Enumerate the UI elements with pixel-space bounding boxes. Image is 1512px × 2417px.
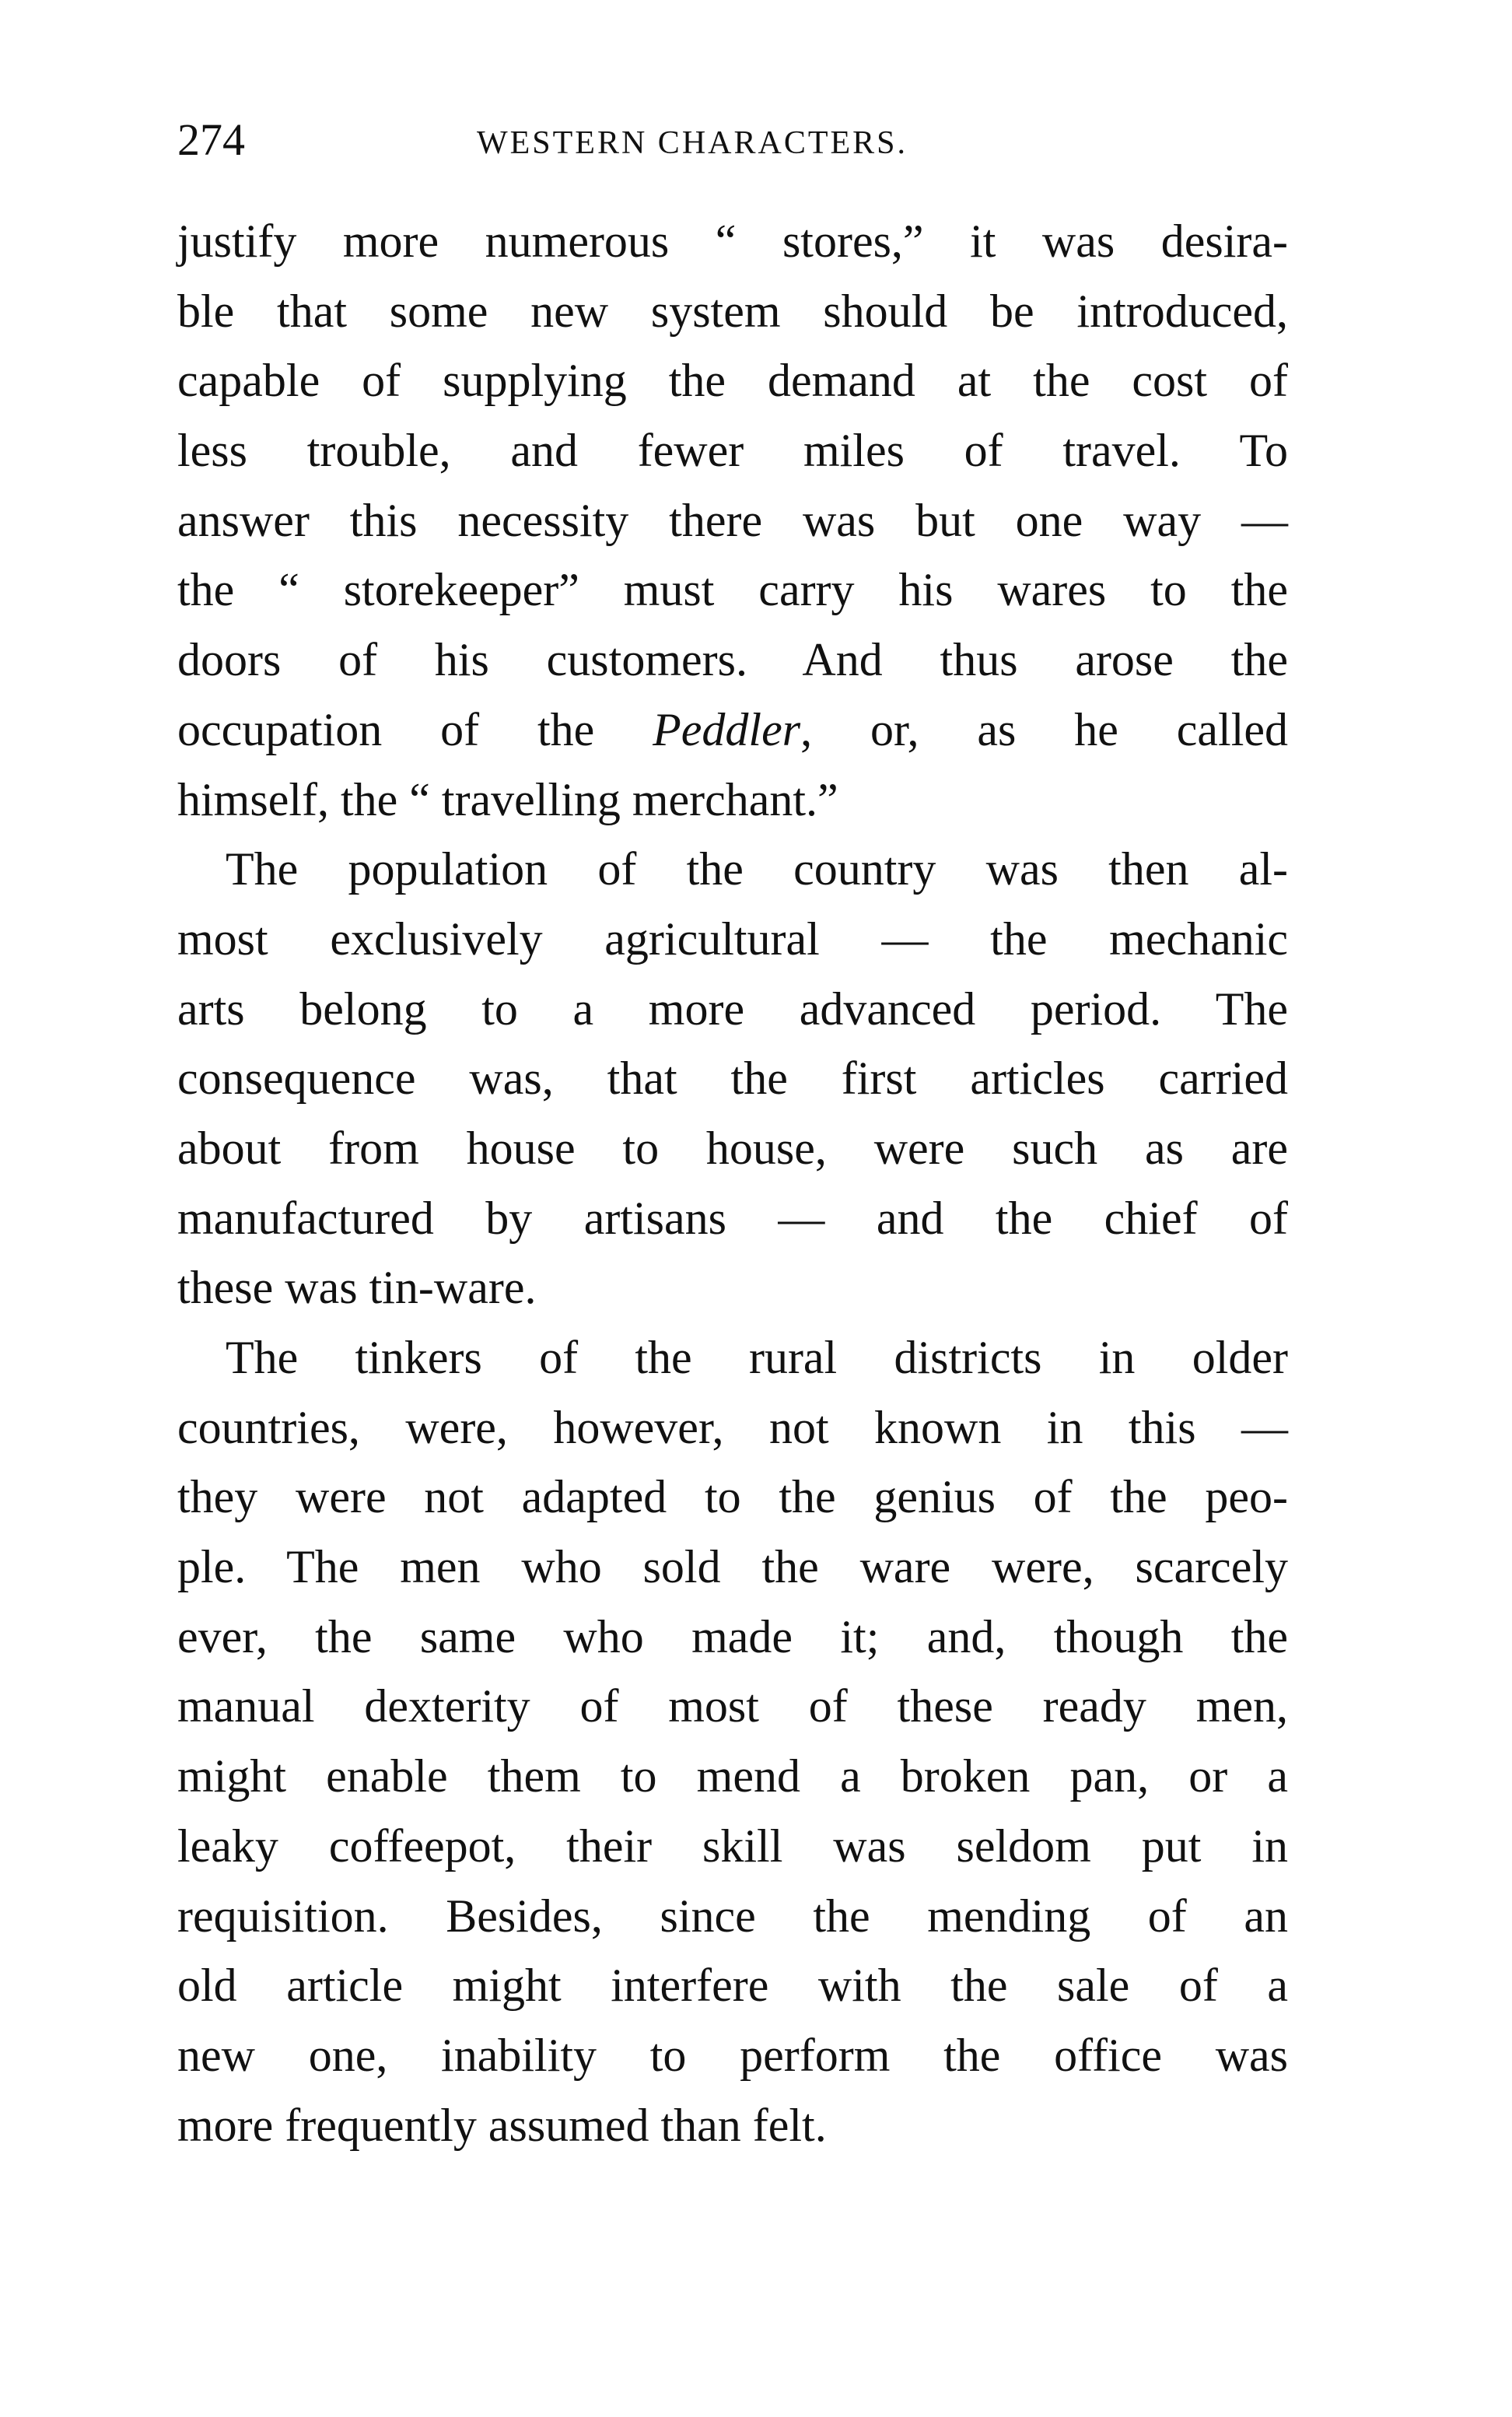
text-line: most exclusively agricultural — the mechanic — [177, 913, 1288, 965]
text-line: new one, inability to perform the office was — [177, 2029, 1288, 2081]
text-line: requisition. Besides, since the mending of an — [177, 1890, 1288, 1942]
text-line: they were not adapted to the genius of the peo- — [177, 1471, 1288, 1523]
running-title: WESTERN CHARACTERS. — [477, 125, 908, 161]
text-line: less trouble, and fewer miles of travel. To — [177, 425, 1288, 477]
text-line: answer this necessity there was but one way — — [177, 494, 1288, 546]
text-line: The population of the country was then al- — [226, 843, 1288, 895]
text-line: ever, the same who made it; and, though the — [177, 1610, 1288, 1662]
text-line: manual dexterity of most of these ready men, — [177, 1680, 1288, 1732]
text-line: ble that some new system should be introduced, — [177, 285, 1288, 337]
text-line: ple. The men who sold the ware were, scarcely — [177, 1541, 1288, 1593]
text-line: arts belong to a more advanced period. The — [177, 983, 1288, 1035]
text-line: justify more numerous “ stores,” it was desira- — [177, 215, 1288, 267]
text-line: The tinkers of the rural districts in older — [226, 1332, 1288, 1383]
page-body — [177, 207, 1288, 2160]
text-line: himself, the “ travelling merchant.” — [177, 773, 838, 825]
text-line: these was tin-ware. — [177, 1262, 537, 1314]
page-header — [177, 109, 1290, 171]
text-line: capable of supplying the demand at the cost of — [177, 355, 1288, 407]
text-line: leaky coffeepot, their skill was seldom put in — [177, 1820, 1288, 1872]
text-line: manufactured by artisans — and the chief of — [177, 1192, 1288, 1244]
page-number: 274 — [177, 114, 245, 165]
text-line: occupation of the Peddler, or, as he called — [177, 703, 1288, 755]
text-line: consequence was, that the first articles carried — [177, 1053, 1288, 1105]
emphasis: Peddler — [653, 703, 801, 755]
text-line: about from house to house, were such as are — [177, 1122, 1288, 1174]
text-line: might enable them to mend a broken pan, or a — [177, 1750, 1288, 1802]
text-line: doors of his customers. And thus arose the — [177, 634, 1288, 686]
text-line: old article might interfere with the sale of a — [177, 1960, 1288, 2012]
text-line: more frequently assumed than felt. — [177, 2099, 827, 2151]
text-line: countries, were, however, not known in this — — [177, 1401, 1288, 1453]
text-line: the “ storekeeper” must carry his wares to the — [177, 564, 1288, 616]
